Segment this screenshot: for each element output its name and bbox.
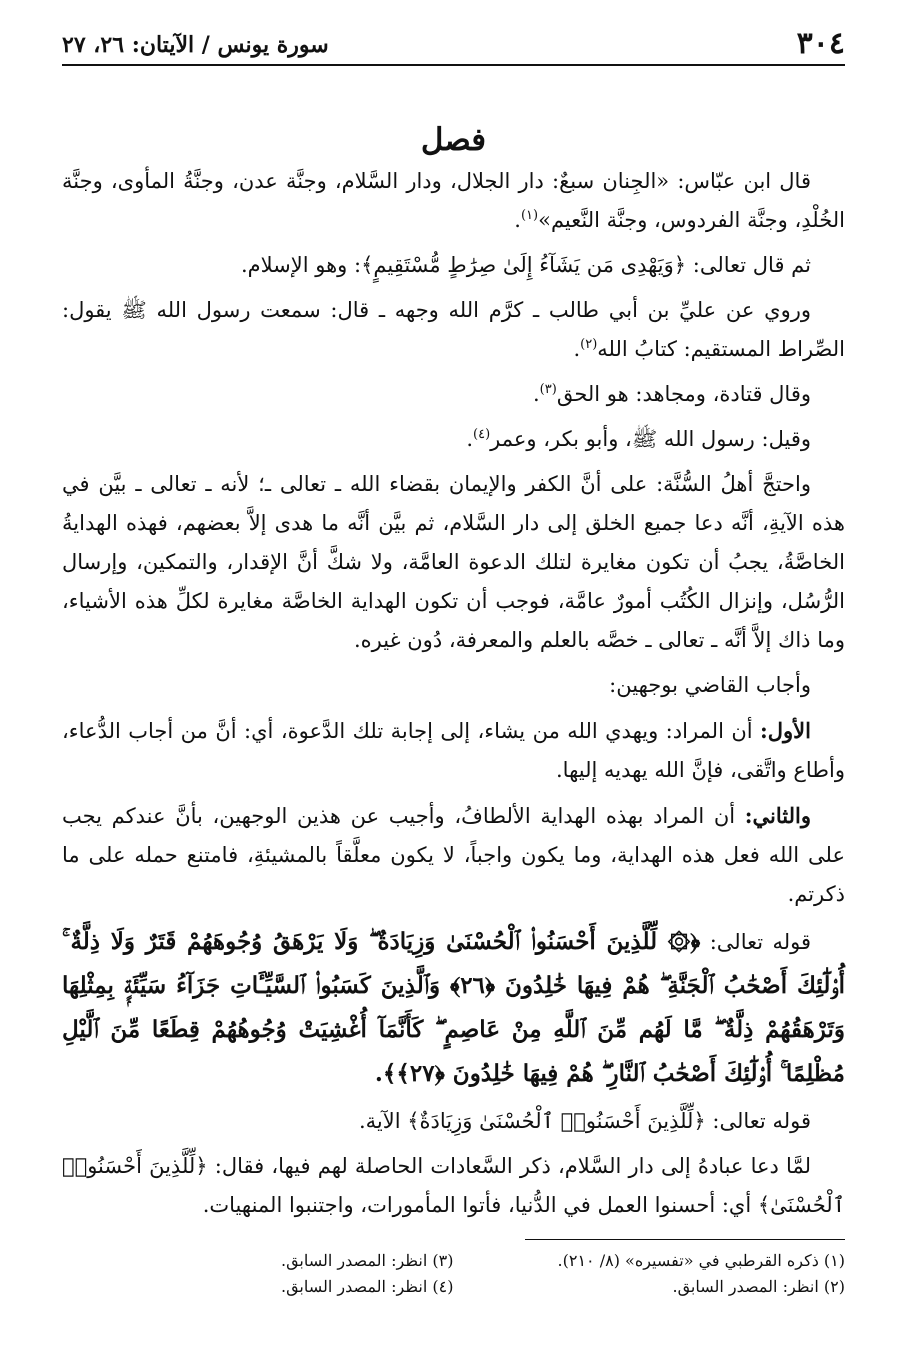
commentary-1: قوله تعالى: ﴿لِّلَّذِينَ أَحْسَنُوا۟ ٱلْحُسْنَىٰ وَزِيَادَةٌ﴾ الآية.: [358, 1109, 811, 1133]
footnote-ref: (٤): [473, 427, 491, 442]
running-title: سورة يونس / الآيتان: ٢٦، ٢٧: [62, 32, 329, 58]
first-answer: الأول: أن المراد: ويهدي الله من يشاء، إلى إجابة تلك الدَّعوة، أي: أنَّ من أجاب الدُّعاء، وأطاع واتَّقى، فإنَّ الله يهديه إليها.: [62, 718, 845, 782]
paragraph: ثم قال تعالى: ﴿وَيَهْدِى مَن يَشَآءُ إِلَىٰ صِرَٰطٍ مُّسْتَقِيمٍ﴾: وهو الإسلام.: [240, 253, 811, 277]
first-answer-label: الأول:: [760, 718, 811, 743]
commentary-2: لمَّا دعا عبادهُ إلى دار السَّلام، ذكر السَّعادات الحاصلة لهم فيها، فقال: ﴿لِّلَّذِينَ أَحْسَنُوا۟ ٱلْحُسْنَىٰ﴾ أي: أحسنوا العمل في الدُّنيا، فأتوا المأمورات، واجتنبوا المنهيات.: [62, 1154, 845, 1217]
footnote: (٤) انظر: المصدر السابق.: [280, 1277, 454, 1296]
footnotes: [62, 1248, 845, 1300]
section-title: فصل: [420, 122, 487, 158]
footnote-ref: (٢): [580, 337, 598, 352]
book-page: [62, 20, 845, 1352]
quran-verse: قوله تعالى: ﴿۞ لِّلَّذِينَ أَحْسَنُوا۟ ٱلْحُسْنَىٰ وَزِيَادَةٌ ۖ وَلَا يَرْهَقُ وُجُوهَهُمْ قَتَرٌ وَلَا ذِلَّةٌ ۚ أُو۟لَٰٓئِكَ أَصْحَٰبُ ٱلْجَنَّةِ ۖ هُمْ فِيهَا خَٰلِدُونَ ﴿٢٦﴾ وَٱلَّذِينَ كَسَبُوا۟ ٱلسَّيِّـَٔاتِ جَزَآءُ سَيِّئَةٍۭ بِمِثْلِهَا وَتَرْهَقُهُمْ ذِلَّةٌ ۖ مَّا لَهُم مِّنَ ٱللَّهِ مِنْ عَاصِمٍ ۖ كَأَنَّمَآ أُغْشِيَتْ وُجُوهُهُمْ قِطَعًا مِّنَ ٱلَّيْلِ مُظْلِمًا ۚ أُو۟لَٰٓئِكَ أَصْحَٰبُ ٱلنَّارِ ۖ هُمْ فِيهَا خَٰلِدُونَ ﴿٢٧﴾﴾.: [62, 928, 845, 1087]
paragraph: وقال قتادة، ومجاهد: هو الحق$^{(٣)}$.: [532, 382, 811, 406]
header-rule: [62, 64, 845, 66]
second-answer-label: والثاني:: [744, 803, 811, 828]
paragraphs: [62, 162, 845, 1225]
footnote: (٣) انظر: المصدر السابق.: [280, 1251, 454, 1270]
footnote: (٢) انظر: المصدر السابق.: [672, 1277, 845, 1296]
paragraph: قال ابن عبّاس: «الجِنان سبعٌ: دار الجلال، ودار السَّلام، وجنَّة عدن، وجنَّةُ المأوى، وجنَّة الخُلْدِ، وجنَّة الفردوس، وجنَّة النَّعيم»$^{(١)}$.: [62, 169, 845, 232]
footnote-ref: (١): [520, 208, 539, 223]
footnotes-left-column: [62, 1248, 454, 1300]
paragraph: وقيل: رسول الله ﷺ، وأبو بكر، وعمر$^{(٤)}$.: [466, 427, 811, 451]
page-number: ٣٠٤: [796, 26, 845, 61]
footnotes-right-column: [454, 1248, 846, 1300]
second-answer: والثاني: أن المراد بهذه الهداية الألطافُ، وأجيب عن هذين الوجهين، بأنَّ عندكم يجب على الله فعل هذه الهداية، وما يكون واجباً، لا يكون معلَّقاً بالمشيئةِ، فامتنع حمله على ما ذكرتم.: [62, 803, 845, 906]
page-header: [62, 20, 845, 66]
paragraph: وروي عن عليِّ بن أبي طالب ـ كرَّم الله وجهه ـ قال: سمعت رسول الله ﷺ يقول: الصِّراط المستقيم: كتابُ الله$^{(٢)}$.: [62, 298, 845, 361]
paragraph: وأجاب القاضي بوجهين:: [609, 673, 811, 697]
footnote: (١) ذكره القرطبي في «تفسيره» (٨/ ٢١٠).: [557, 1251, 845, 1270]
footnote-ref: (٣): [539, 382, 557, 397]
footnote-rule: [525, 1239, 845, 1240]
paragraph: واحتجَّ أهلُ السُّنَّة: على أنَّ الكفر والإيمان بقضاء الله ـ تعالى ـ؛ لأنه ـ تعالى ـ بيَّن في هذه الآيةِ، أنَّه دعا جميع الخلق إلى دار السَّلام، ثم بيَّن أنَّه ما هدى إلاَّ بعضهم، فهذه الهدايةُ الخاصَّةُ، يجبُ أن تكون مغايرة لتلك الدعوة العامَّة، ولا شكَّ أنَّ الإقدار، والتمكين، وإرسال الرُّسُل، وإنزال الكُتُب أمورٌ عامَّة، فوجب أن تكون الهداية الخاصَّة مغايرة لكلِّ هذه الأشياء، وما ذاك إلاَّ أنَّه ـ تعالى ـ خصَّه بالعلم والمعرفة، دُون غيره.: [62, 472, 845, 652]
